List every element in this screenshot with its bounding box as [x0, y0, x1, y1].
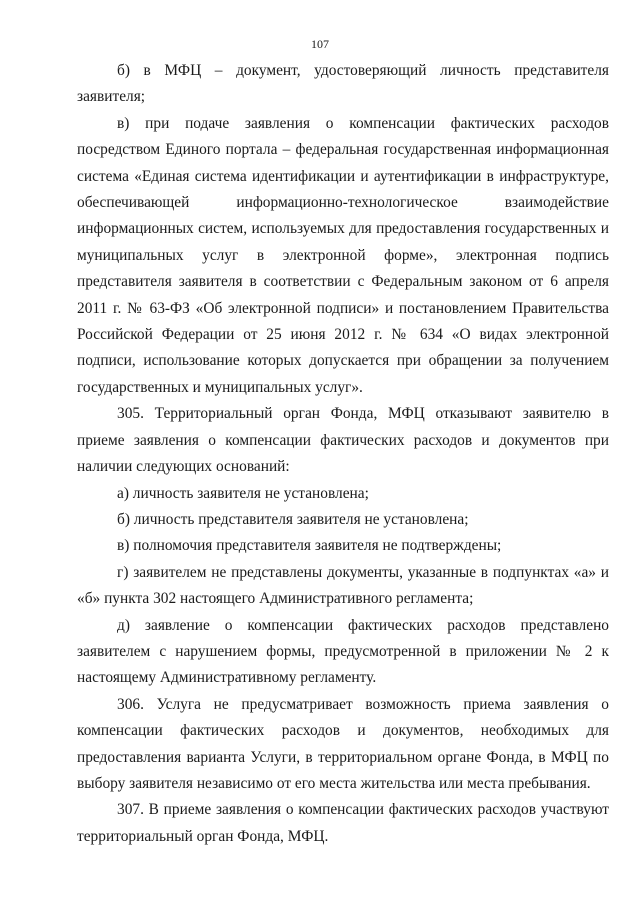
paragraph-v-unified-portal: в) при подаче заявления о компенсации фактических расходов посредством Единого портала – федеральная государственная информационная система «Единая система идентификации и аутентификации в инфраструктуре, обеспечивающей информационно-технологическое взаимодействие информационных систем, используемых для предоставления государственных и муниципальных услуг в электронной форме», электронная подпись представителя заявителя в соответствии с Федеральным законом от 6 апреля 2011 г. № 63-ФЗ «Об электронной подписи» и постановлением Правительства Российской Федерации от 25 июня 2012 г. № 634 «О видах электронной подписи, использование которых допускается при обращении за получением государственных и муниципальных услуг».: [77, 114, 609, 396]
list-item-g: г) заявителем не представлены документы, указанные в подпунктах «а» и «б» пункта 302 настоящего Административного регламента;: [77, 563, 609, 608]
paragraph-b-mfc: б) в МФЦ – документ, удостоверяющий личность представителя заявителя;: [77, 62, 609, 106]
page-number: 107: [311, 37, 329, 51]
list-item-b: б) личность представителя заявителя не установлена;: [117, 510, 469, 528]
document-body: [77, 58, 609, 850]
paragraph-307: 307. В приеме заявления о компенсации фактических расходов участвуют территориальный орган Фонда, МФЦ.: [77, 801, 609, 845]
paragraph-305: 305. Территориальный орган Фонда, МФЦ отказывают заявителю в приеме заявления о компенсации фактических расходов и документов при наличии следующих оснований:: [77, 405, 609, 476]
list-item-v: в) полномочия представителя заявителя не подтверждены;: [117, 537, 502, 555]
list-item-a: а) личность заявителя не установлена;: [117, 484, 369, 502]
paragraph-306: 306. Услуга не предусматривает возможность приема заявления о компенсации фактических расходов и документов, необходимых для предоставления варианта Услуги, в территориальном органе Фонда, в МФЦ по выбору заявителя независимо от его места жительства или места пребывания.: [77, 695, 609, 792]
list-item-d: д) заявление о компенсации фактических расходов представлено заявителем с нарушением формы, предусмотренной в приложении № 2 к настоящему Административному регламенту.: [77, 616, 609, 687]
